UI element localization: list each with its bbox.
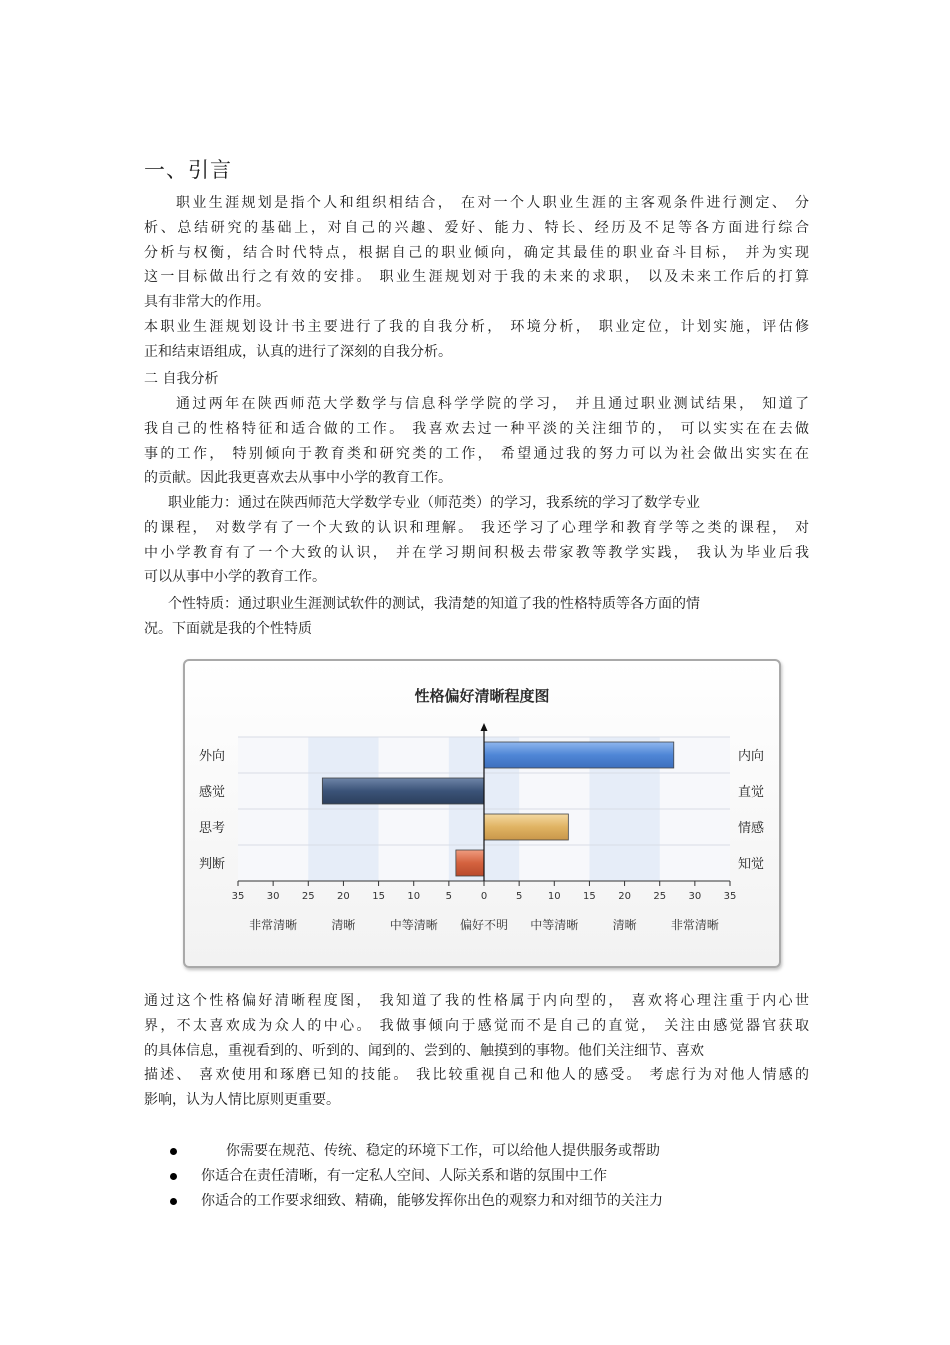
personality-paragraph — [144, 592, 809, 642]
section-heading-intro: 一、引言 — [144, 158, 232, 182]
x-tick-label: 20 — [618, 891, 631, 902]
study-paragraph — [144, 392, 809, 491]
clarity-label: 清晰 — [612, 918, 637, 932]
list-item — [170, 1189, 810, 1214]
list-item-text: 你适合的工作要求细致、精确，能够发挥你出色的观察力和对细节的关注力 — [201, 1193, 663, 1209]
x-tick-label: 15 — [583, 891, 596, 902]
text-line: 这一目标做出行之有效的安排。 职业生涯规划对于我的未来的求职， 以及未来工作后的打算 — [144, 269, 809, 286]
x-tick-label: 15 — [372, 891, 385, 902]
text-line: 界，不太喜欢成为众人的中心。 我做事倾向于感觉而不是自己的直觉， 关注由感觉器官获取 — [144, 1017, 809, 1034]
text-line: 事的工作， 特别倾向于教育类和研究类的工作， 希望通过我的努力可以为社会做出实实在在 — [144, 445, 809, 462]
intro-paragraph — [144, 191, 809, 365]
text-line: 的贡献。因此我更喜欢去从事中小学的教育工作。 — [144, 470, 452, 487]
text-line: 个性特质：通过职业生涯测试软件的测试，我清楚的知道了我的性格特质等各方面的情 — [168, 596, 700, 612]
bullet-icon — [170, 1173, 177, 1180]
chart-title: 性格偏好清晰程度图 — [414, 687, 550, 705]
text-line: 影响，认为人情比原则更重要。 — [144, 1092, 340, 1109]
result-paragraph — [144, 989, 809, 1113]
text-line: 分析与权衡，结合时代特点，根据自己的职业倾向，确定其最佳的职业奋斗目标， 并为实现 — [144, 244, 809, 261]
list-item-text: 你需要在规范、传统、稳定的环境下工作，可以给他人提供服务或帮助 — [226, 1143, 660, 1159]
text-line: 析、总结研究的基础上，对自己的兴趣、爱好、能力、特长、经历及不足等各方面进行综合 — [144, 219, 809, 236]
text-line: 描述、 喜欢使用和琢磨已知的技能。 我比较重视自己和他人的感受。 考虑行为对他人情感的 — [144, 1067, 809, 1084]
list-item — [170, 1164, 810, 1189]
right-category-label: 直觉 — [738, 785, 765, 800]
bullet-icon — [170, 1148, 177, 1155]
text-line: 的课程， 对数学有了一个大致的认识和理解。 我还学习了心理学和教育学等之类的课程， 对 — [144, 519, 809, 536]
right-category-label: 情感 — [738, 821, 765, 836]
text-line: 我自己的性格特征和适合做的工作。 我喜欢去过一种平淡的关注细节的， 可以实实在在去做 — [144, 420, 809, 437]
personality-preference-chart — [183, 659, 781, 968]
text-line: 通过这个性格偏好清晰程度图， 我知道了我的性格属于内向型的， 喜欢将心理注重于内心世 — [144, 993, 809, 1009]
x-tick-label: 35 — [723, 891, 737, 902]
x-tick-label: 30 — [266, 891, 280, 902]
bar-3 — [484, 814, 568, 840]
clarity-label: 非常清晰 — [670, 918, 719, 932]
list-item — [170, 1139, 810, 1164]
text-line: 通过两年在陕西师范大学数学与信息科学学院的学习， 并且通过职业测试结果， 知道了 — [176, 396, 809, 412]
bullet-list — [170, 1139, 810, 1214]
right-category-label: 内向 — [738, 749, 765, 764]
clarity-label: 非常清晰 — [249, 918, 298, 932]
right-category-label: 知觉 — [738, 857, 765, 872]
bar-2 — [322, 778, 484, 804]
x-tick-label: 0 — [480, 891, 488, 902]
axis-arrow-icon — [481, 723, 488, 731]
x-tick-label: 25 — [301, 891, 315, 902]
text-line: 的具体信息，重视看到的、听到的、闻到的、尝到的、触摸到的事物。他们关注细节、喜欢 — [144, 1042, 704, 1059]
left-category-label: 思考 — [199, 821, 226, 836]
text-line: 职业生涯规划是指个人和组织相结合， 在对一个人职业生涯的主客观条件进行测定、 分 — [176, 195, 809, 211]
text-line: 本职业生涯规划设计书主要进行了我的自我分析， 环境分析， 职业定位，计划实施，评估修 — [144, 318, 809, 335]
x-tick-label: 5 — [515, 891, 523, 902]
clarity-label: 偏好不明 — [459, 918, 509, 932]
x-tick-label: 35 — [231, 891, 245, 902]
text-line: 可以从事中小学的教育工作。 — [144, 569, 326, 586]
bar-1 — [484, 742, 674, 768]
list-item-text: 你适合在责任清晰，有一定私人空间、人际关系和谐的氛围中工作 — [201, 1168, 607, 1184]
left-category-label: 感觉 — [199, 785, 226, 800]
text-line: 具有非常大的作用。 — [144, 294, 270, 311]
bullet-icon — [170, 1198, 177, 1205]
text-line: 况。下面就是我的个性特质 — [144, 620, 312, 637]
x-tick-label: 25 — [653, 891, 667, 902]
text-line: 正和结束语组成，认真的进行了深刻的自我分析。 — [144, 343, 452, 360]
clarity-label: 清晰 — [331, 918, 356, 932]
x-tick-label: 5 — [445, 891, 453, 902]
x-tick-label: 10 — [407, 891, 421, 902]
x-tick-label: 20 — [337, 891, 350, 902]
left-category-label: 判断 — [199, 857, 226, 872]
chart-svg — [185, 661, 779, 966]
text-line: 中小学教育有了一个大致的认识， 并在学习期间积极去带家教等教学实践， 我认为毕业后我 — [144, 544, 809, 561]
left-category-label: 外向 — [199, 749, 226, 764]
bar-4 — [456, 850, 484, 876]
section-heading-self-analysis: 二 自我分析 — [144, 371, 219, 387]
clarity-label: 中等清晰 — [530, 918, 579, 932]
ability-paragraph — [144, 491, 809, 590]
text-line: 职业能力：通过在陕西师范大学数学专业（师范类）的学习，我系统的学习了数学专业 — [168, 495, 700, 511]
x-tick-label: 30 — [688, 891, 702, 902]
x-tick-label: 10 — [547, 891, 561, 902]
clarity-label: 中等清晰 — [389, 918, 438, 932]
